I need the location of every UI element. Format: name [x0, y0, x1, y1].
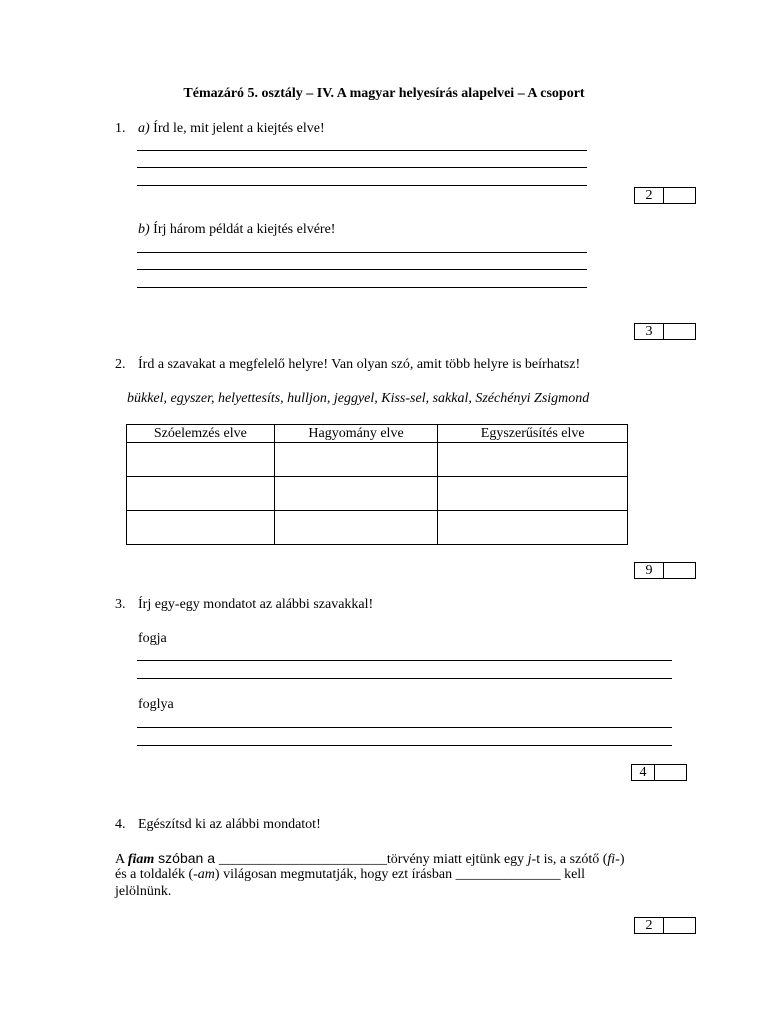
sentence-text: és a toldalék (- [115, 867, 198, 882]
highlighted-word: fiam [127, 852, 155, 867]
question-3-number: 3. [115, 597, 126, 612]
table-cell[interactable] [274, 477, 438, 511]
fill-in-sentence-line-3: jelölnünk. [115, 884, 172, 899]
score-blank[interactable] [655, 765, 686, 780]
question-1-number: 1. [115, 121, 126, 136]
score-box [634, 562, 696, 579]
table-cell[interactable] [438, 443, 628, 477]
italic-suffix: am [197, 867, 215, 882]
question-3-word-1: fogja [138, 631, 167, 646]
italic-stem: fi [607, 852, 616, 867]
table-row [127, 511, 628, 545]
answer-line[interactable] [137, 745, 672, 746]
table-cell[interactable] [438, 477, 628, 511]
score-box [634, 187, 696, 204]
sentence-text: A [115, 852, 128, 867]
score-blank[interactable] [664, 918, 695, 933]
sentence-text: ) világosan megmutatják, hogy ezt írásban [214, 867, 456, 882]
column-header: Szóelemzés elve [127, 425, 275, 443]
table-row [127, 443, 628, 477]
sentence-text: törvény miatt ejtünk egy [386, 852, 528, 867]
score-points: 3 [635, 324, 664, 339]
answer-line[interactable] [137, 150, 587, 151]
answer-line[interactable] [137, 727, 672, 728]
table-cell[interactable] [274, 511, 438, 545]
score-blank[interactable] [664, 188, 695, 203]
table-row [127, 477, 628, 511]
score-box [631, 764, 687, 781]
question-1a-prompt [138, 121, 325, 137]
question-2-text: Írd a szavakat a megfelelő helyre! Van olyan szó, amit több helyre is beírhatsz! [138, 357, 581, 372]
italic-letter: j [527, 852, 532, 867]
table-cell[interactable] [438, 511, 628, 545]
score-box [634, 917, 696, 934]
sentence-text: -) [615, 852, 625, 867]
score-box [634, 323, 696, 340]
score-points: 4 [632, 765, 655, 780]
table-cell[interactable] [127, 477, 275, 511]
word-list: bükkel, egyszer, helyettesíts, hulljon, jeggyel, Kiss-sel, sakkal, Széchényi Zsigmond [127, 391, 590, 406]
score-points: 2 [635, 918, 664, 933]
blank-field[interactable]: _______________ [455, 867, 561, 882]
page-title: Témazáró 5. osztály – IV. A magyar helyesírás alapelvei – A csoport [183, 86, 585, 101]
answer-line[interactable] [137, 185, 587, 186]
question-3-text: Írj egy-egy mondatot az alábbi szavakkal! [138, 597, 374, 612]
answer-line[interactable] [137, 167, 587, 168]
score-blank[interactable] [664, 324, 695, 339]
question-3-word-2: foglya [138, 697, 174, 712]
column-header: Egyszerűsítés elve [438, 425, 628, 443]
table-cell[interactable] [274, 443, 438, 477]
answer-line[interactable] [137, 660, 672, 661]
answer-line[interactable] [137, 252, 587, 253]
table-cell[interactable] [127, 511, 275, 545]
sentence-text: -t is, a szótő ( [531, 852, 608, 867]
score-blank[interactable] [664, 563, 695, 578]
question-4-text: Egészítsd ki az alábbi mondatot! [138, 817, 321, 832]
question-1a-text: Írd le, mit jelent a kiejtés elve! [149, 121, 325, 136]
table-cell[interactable] [127, 443, 275, 477]
score-points: 9 [635, 563, 664, 578]
question-1b-mark: b) [138, 222, 150, 237]
question-1b-text: Írj három példát a kiejtés elvére! [149, 222, 336, 237]
sentence-text: szóban a [154, 850, 219, 866]
answer-line[interactable] [137, 287, 587, 288]
fill-in-sentence-line-1 [115, 850, 624, 868]
table-header-row [127, 425, 628, 443]
score-points: 2 [635, 188, 664, 203]
column-header: Hagyomány elve [274, 425, 438, 443]
blank-field[interactable]: ________________________ [218, 852, 387, 867]
question-1b-prompt [138, 222, 335, 238]
question-4-number: 4. [115, 817, 126, 832]
answer-line[interactable] [137, 269, 587, 270]
answer-line[interactable] [137, 678, 672, 679]
sorting-table [126, 424, 628, 545]
fill-in-sentence-line-2 [115, 867, 585, 883]
sentence-text: kell [560, 867, 586, 882]
question-2-number: 2. [115, 357, 126, 372]
question-1a-mark: a) [138, 121, 150, 136]
